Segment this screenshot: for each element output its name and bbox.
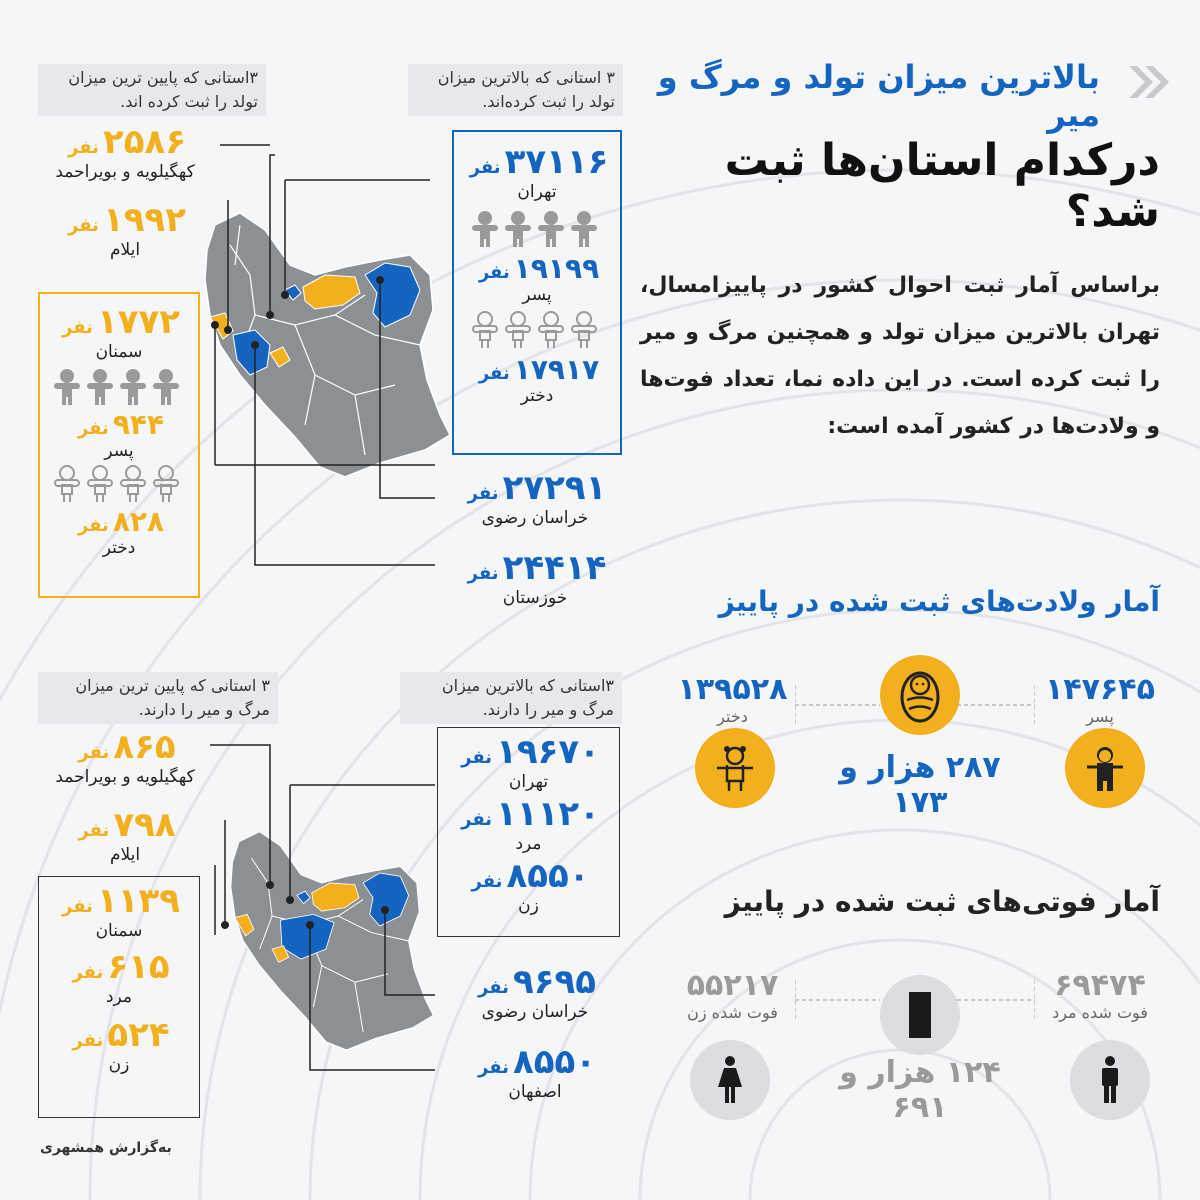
tehran-births-stat	[454, 142, 620, 202]
semnan-boys-stat	[40, 408, 198, 461]
semnan-women-deaths-stat	[39, 1015, 199, 1075]
intro-paragraph: براساس آمار ثبت احوال کشور در پاییزامسال، تهران بالاترین میزان تولد و همچنین مرگ و میر را ثبت کرده است. در این داده نما، تعداد فوت‌ها و ولادت‌ها در کشور آمده است:	[640, 273, 1160, 439]
stat-label: دختر	[102, 538, 136, 558]
stat-value: ۱۹۱۹۹	[513, 252, 600, 285]
stat-value: ۸۵۵۰	[512, 1042, 596, 1082]
stat-unit: نفر	[77, 515, 109, 536]
khuzestan-births-stat	[445, 548, 625, 608]
boys-births-label: پسر	[1086, 707, 1114, 726]
births-grand-total: ۲۸۷ هزار و ۱۷۳	[839, 750, 1001, 820]
boys-births-total	[1035, 672, 1165, 726]
stat-label: پسر	[104, 441, 134, 461]
women-deaths-label: فوت شده زن	[687, 1003, 778, 1022]
source-note: به‌گزارش همشهری	[40, 1140, 172, 1156]
deaths-summary-title: آمار فوتی‌های ثبت شده در پاییز	[724, 885, 1160, 918]
boys-births-value: ۱۴۷۶۴۵	[1045, 672, 1155, 707]
stat-unit: نفر	[461, 747, 493, 768]
stat-name: خراسان رضوی	[481, 1002, 589, 1022]
births-connectors	[195, 130, 455, 590]
deaths-grand-total: ۱۲۴ هزار و ۶۹۱	[839, 1055, 1001, 1125]
stat-name: خراسان رضوی	[481, 508, 589, 528]
khorasan-deaths-stat	[445, 962, 625, 1022]
stat-value: ۹۶۹۵	[512, 962, 596, 1002]
stat-unit: نفر	[68, 137, 99, 158]
stat-unit: نفر	[478, 363, 510, 384]
stat-name: کهگیلویه و بویراحمد	[55, 162, 195, 182]
semnan-births-stat	[40, 302, 198, 362]
stat-unit: نفر	[469, 157, 501, 178]
births-low-caption: ۳استانی که پایین ترین میزان تولد را ثبت کرده اند.	[38, 64, 266, 116]
baby-boy-icon	[1065, 728, 1145, 808]
deaths-high-caption: ۳استانی که بالاترین میزان مرگ و میر را دارند.	[400, 672, 622, 724]
tehran-boys-stat	[454, 252, 620, 305]
stat-unit: نفر	[68, 215, 99, 236]
kohgiluyeh-deaths-stat	[30, 727, 220, 787]
stat-unit: نفر	[62, 317, 93, 338]
stat-value: ۷۹۸	[113, 805, 176, 845]
stat-value: ۱۷۹۱۷	[513, 353, 600, 386]
stat-unit: نفر	[461, 809, 493, 830]
stat-unit: نفر	[62, 896, 93, 917]
ilam-births-stat	[30, 200, 220, 260]
semnan-deaths-box	[38, 876, 200, 1118]
girls-births-label: دختر	[717, 707, 748, 726]
stat-value: ۲۴۴۱۴	[502, 548, 607, 588]
stat-value: ۱۹۶۷۰	[496, 732, 600, 772]
stat-unit: نفر	[77, 418, 109, 439]
stat-value: ۸۲۸	[112, 505, 165, 538]
stat-name: تهران	[508, 772, 549, 792]
semnan-deaths-stat	[39, 881, 199, 941]
stat-value: ۳۷۱۱۶	[504, 142, 609, 182]
women-deaths-value: ۵۵۲۱۷	[686, 968, 779, 1003]
stat-value: ۱۷۷۲	[96, 302, 180, 342]
kohgiluyeh-births-stat	[30, 122, 220, 182]
header-subtitle: بالاترین میزان تولد و مرگ و میر	[657, 58, 1100, 134]
stat-unit: نفر	[72, 962, 104, 983]
stat-value: ۵۲۴	[107, 1015, 170, 1055]
births-high-caption: ۳ استانی که بالاترین میزان تولد را ثبت کرده‌اند.	[408, 64, 623, 116]
stat-label: پسر	[522, 285, 552, 305]
stat-value: ۶۱۵	[107, 947, 170, 987]
stat-unit: نفر	[467, 563, 499, 584]
baby-boy-icon	[54, 368, 184, 406]
stat-label: مرد	[105, 987, 133, 1007]
baby-girl-icon	[54, 465, 184, 503]
deaths-low-caption: ۳ استانی که پایین ترین میزان مرگ و میر را دارند.	[38, 672, 278, 724]
stat-unit: نفر	[78, 820, 110, 841]
woman-icon	[690, 1040, 770, 1120]
stat-unit: نفر	[72, 1030, 104, 1051]
girls-births-total	[670, 672, 795, 726]
women-deaths-total	[670, 968, 795, 1022]
stat-unit: نفر	[478, 977, 509, 998]
baby-girl-icon	[695, 728, 775, 808]
khorasan-births-stat	[445, 468, 625, 528]
semnan-births-box	[38, 292, 200, 598]
stat-unit: نفر	[478, 1057, 509, 1078]
stat-value: ۲۷۲۹۱	[502, 468, 607, 508]
stat-label: دختر	[520, 386, 554, 406]
semnan-men-deaths-stat	[39, 947, 199, 1007]
stat-name: تهران	[517, 182, 557, 202]
stat-unit: نفر	[78, 742, 110, 763]
births-summary-title: آمار ولادت‌های ثبت شده در پاییز	[718, 585, 1160, 618]
stat-value: ۱۱۱۲۰	[496, 794, 600, 834]
stat-label: مرد	[515, 834, 542, 854]
ilam-deaths-stat	[30, 805, 220, 865]
swaddled-baby-icon	[880, 655, 960, 735]
tehran-women-deaths-stat	[438, 856, 619, 916]
stat-name: ایلام	[109, 240, 141, 260]
girls-births-value: ۱۳۹۵۲۸	[677, 672, 788, 707]
stat-name: کهگیلویه و بویراحمد	[55, 767, 195, 787]
stat-value: ۸۵۵۰	[506, 856, 590, 896]
stat-name: سمنان	[95, 342, 143, 362]
stat-unit: نفر	[471, 871, 503, 892]
tehran-men-deaths-stat	[438, 794, 619, 854]
page-title: درکدام استان‌ها ثبت شد؟	[724, 135, 1160, 237]
tehran-girls-stat	[454, 353, 620, 406]
isfahan-deaths-stat	[445, 1042, 625, 1102]
stat-label: زن	[108, 1055, 130, 1075]
men-deaths-label: فوت شده مرد	[1052, 1003, 1148, 1022]
baby-boy-icon	[472, 210, 602, 248]
stat-value: ۹۴۴	[112, 408, 165, 441]
men-deaths-value: ۶۹۴۷۴	[1054, 968, 1146, 1003]
logo-icon	[1115, 62, 1171, 102]
coffin-icon	[880, 975, 960, 1055]
stat-label: زن	[518, 896, 539, 916]
stat-name: سمنان	[95, 921, 143, 941]
men-deaths-total	[1035, 968, 1165, 1022]
baby-girl-icon	[472, 311, 602, 349]
stat-value: ۸۶۵	[113, 727, 176, 767]
stat-name: اصفهان	[508, 1082, 562, 1102]
tehran-deaths-box	[437, 727, 620, 937]
stat-name: خوزستان	[502, 588, 568, 608]
stat-value: ۱۹۹۲	[102, 200, 186, 240]
stat-value: ۱۱۳۹	[96, 881, 180, 921]
stat-value: ۲۵۸۶	[102, 122, 186, 162]
stat-unit: نفر	[467, 483, 499, 504]
stat-name: ایلام	[109, 845, 141, 865]
tehran-births-box	[452, 130, 622, 455]
tehran-deaths-stat	[438, 732, 619, 792]
man-icon	[1070, 1040, 1150, 1120]
semnan-girls-stat	[40, 505, 198, 558]
stat-unit: نفر	[478, 262, 510, 283]
deaths-connectors	[195, 735, 455, 1075]
